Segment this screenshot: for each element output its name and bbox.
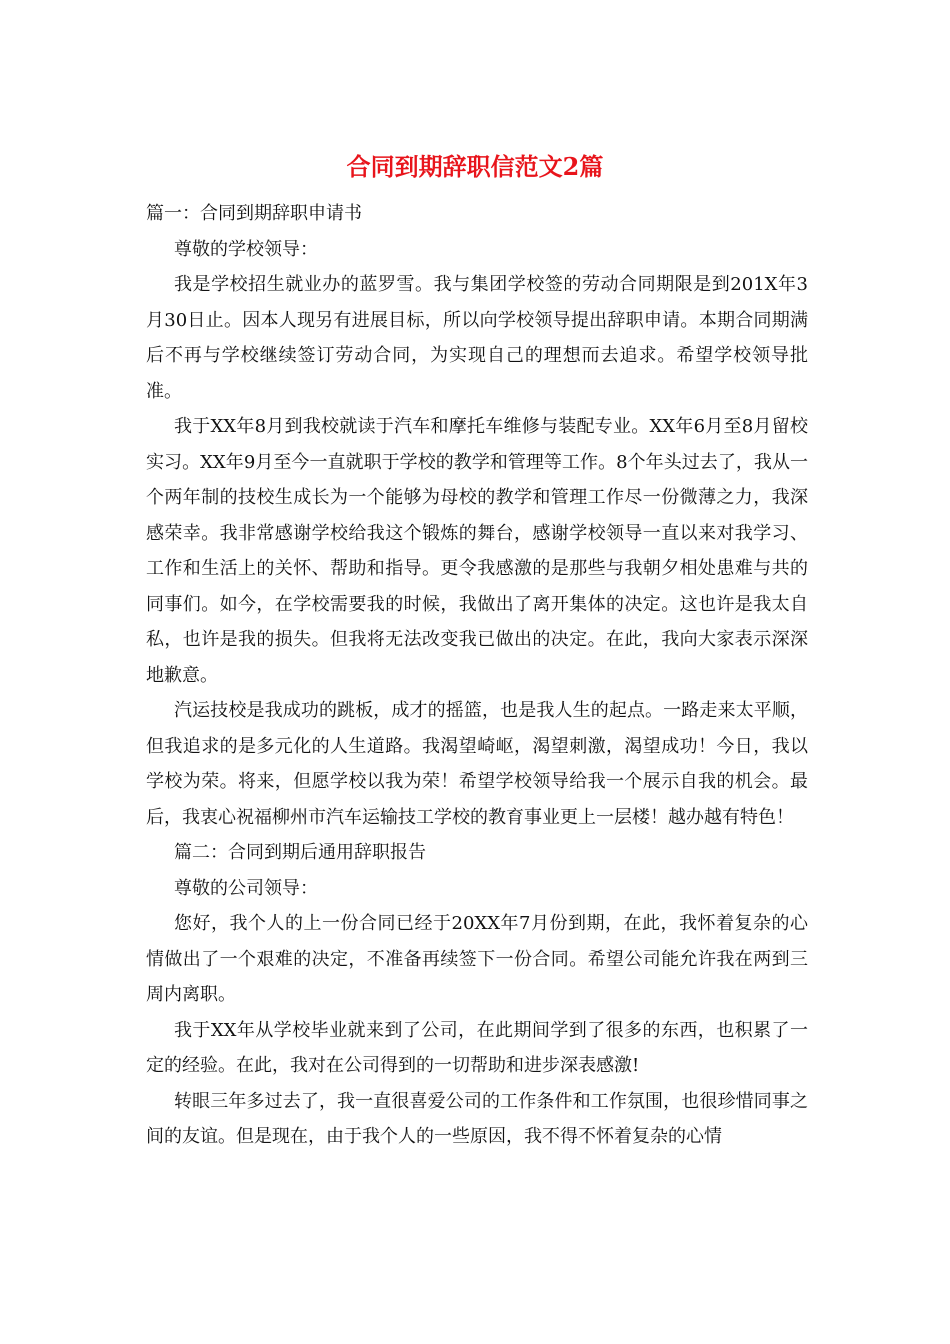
salutation-1: 尊敬的学校领导： [174, 238, 318, 260]
paragraph: 您好，我个人的上一份合同已经于20XX年7月份到期，在此，我怀着复杂的心情做出了一个艰难的决定，不准备再续签下一份合同。希望公司能允许我在两到三周内离职。 [146, 913, 808, 1005]
section-heading-2: 篇二：合同到期后通用辞职报告 [174, 842, 426, 863]
document-title: 合同到期辞职信范文2篇 [346, 152, 604, 181]
paragraph: 我于XX年8月到我校就读于汽车和摩托车维修与装配专业。XX年6月至8月留校实习。XX年9月至今一直就职于学校的教学和管理等工作。8个年头过去了，我从一个两年制的技校生成长为一个能够为母校的教学和管理工作尽一份微薄之力，我深感荣幸。我非常感谢学校给我这个锻炼的舞台，感谢学校领导一直以来对我学习、工作和生活上的关怀、帮助和指导。更令我感激的是那些与我朝夕相处患难与共的同事们。如今，在学校需要我的时候，我做出了离开集体的决定。这也许是我太自私，也许是我的损失。但我将无法改变我已做出的决定。在此，我向大家表示深深地歉意。 [146, 416, 808, 686]
section-heading-1: 篇一：合同到期辞职申请书 [146, 203, 362, 224]
paragraph: 汽运技校是我成功的跳板，成才的摇篮，也是我人生的起点。一路走来太平顺，但我追求的是多元化的人生道路。我渴望崎岖，渴望刺激，渴望成功！今日，我以学校为荣。将来，但愿学校以我为荣！希望学校领导给我一个展示自我的机会。最后，我衷心祝福柳州市汽车运输技工学校的教育事业更上一层楼！越办越有特色！ [146, 700, 808, 828]
salutation-2: 尊敬的公司领导： [174, 877, 318, 899]
paragraph: 我是学校招生就业办的蓝罗雪。我与集团学校签的劳动合同期限是到201X年3月30日止。因本人现另有进展目标，所以向学校领导提出辞职申请。本期合同期满后不再与学校继续签订劳动合同，为实现自己的理想而去追求。希望学校领导批准。 [146, 274, 808, 402]
document-body [146, 196, 808, 1155]
paragraph: 转眼三年多过去了，我一直很喜爱公司的工作条件和工作氛围，也很珍惜同事之间的友谊。但是现在，由于我个人的一些原因，我不得不怀着复杂的心情 [146, 1090, 808, 1147]
paragraph: 我于XX年从学校毕业就来到了公司，在此期间学到了很多的东西，也积累了一定的经验。在此，我对在公司得到的一切帮助和进步深表感激! [146, 1019, 808, 1076]
